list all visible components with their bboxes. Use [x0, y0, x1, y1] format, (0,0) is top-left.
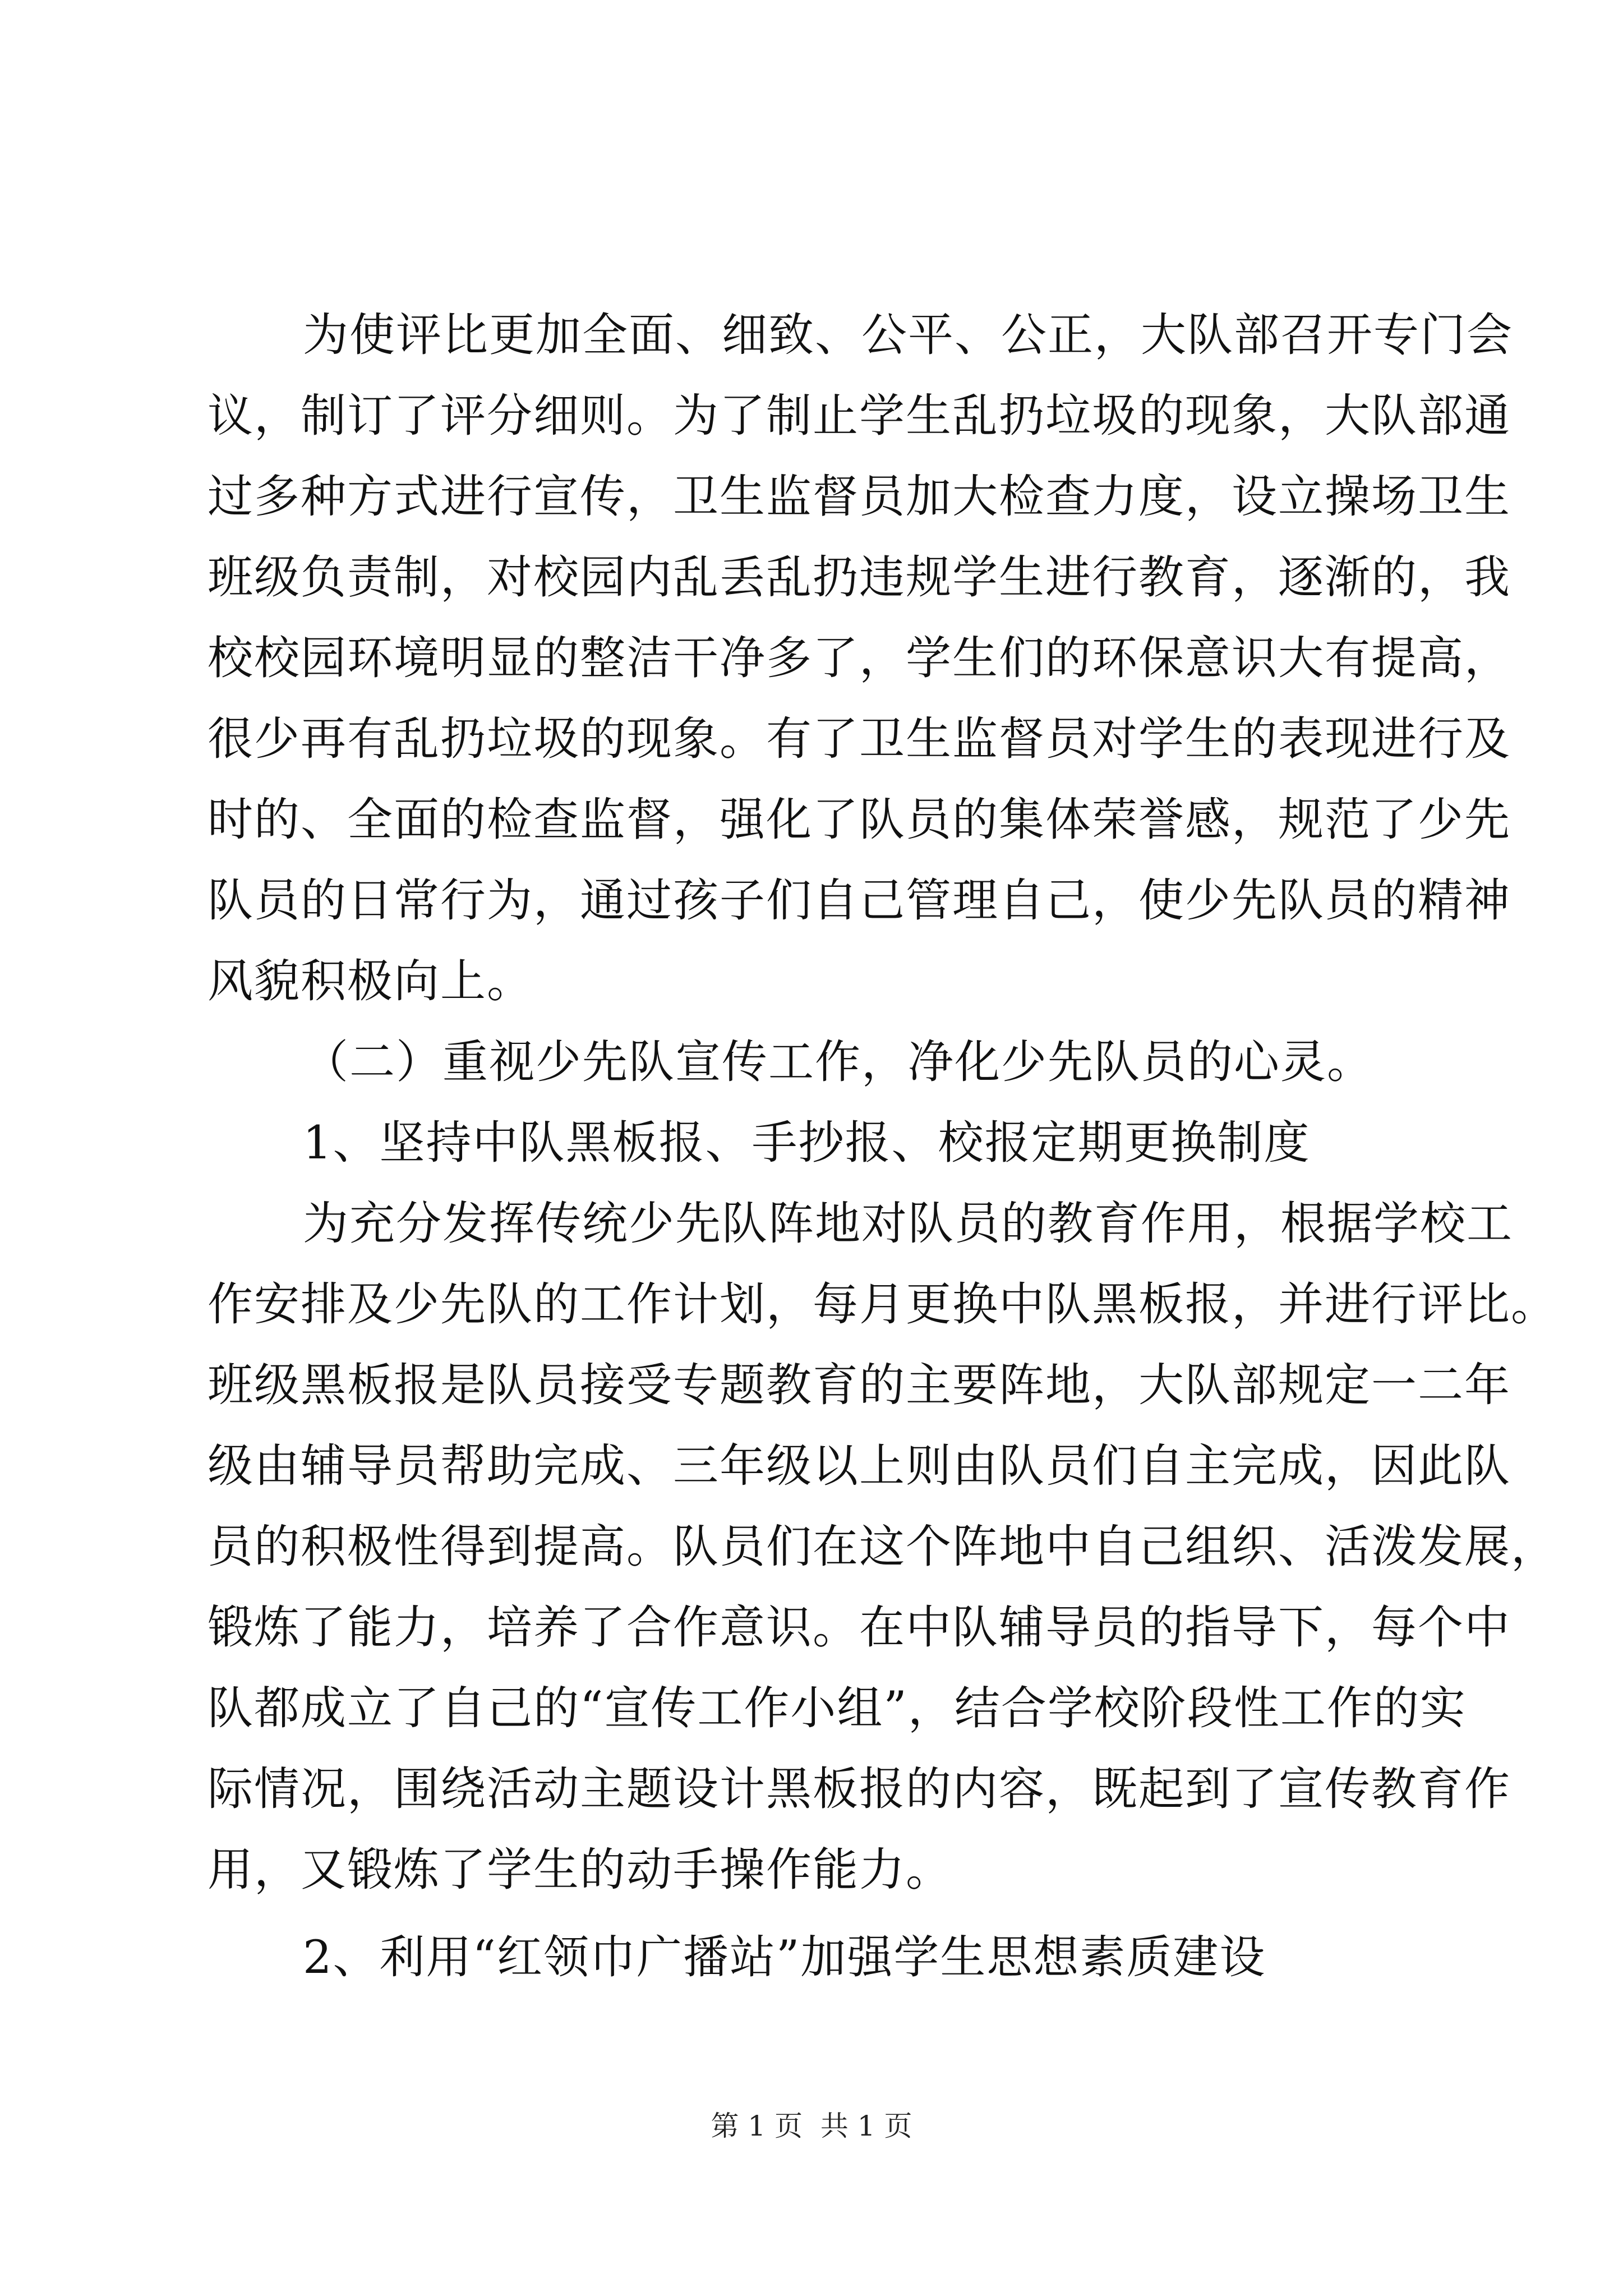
section-heading: （二）重视少先队宣传工作，净化少先队员的心灵。: [303, 1036, 1374, 1089]
paragraph-line: 班级黑板报是队员接受专题教育的主要阵地，大队部规定一二年: [208, 1359, 1511, 1412]
paragraph-line: 际情况，围绕活动主题设计黑板报的内容，既起到了宣传教育作: [208, 1763, 1511, 1816]
paragraph-line: 为充分发挥传统少先队阵地对队员的教育作用，根据学校工: [303, 1198, 1514, 1250]
paragraph-line: 级由辅导员帮助完成、三年级以上则由队员们自主完成，因此队: [208, 1440, 1511, 1493]
paragraph-line: 议，制订了评分细则。为了制止学生乱扔垃圾的现象，大队部通: [208, 390, 1511, 443]
paragraph-line: 队员的日常行为，通过孩子们自己管理自己，使少先队员的精神: [208, 875, 1511, 927]
subsection-heading: 1、坚持中队黑板报、手抄报、校报定期更换制度: [303, 1117, 1311, 1170]
paragraph-line: 时的、全面的检查监督，强化了队员的集体荣誉感，规范了少先: [208, 794, 1511, 846]
paragraph-line: 为使评比更加全面、细致、公平、公正，大队部召开专门会: [303, 309, 1514, 362]
page-footer: 第 1 页 共 1 页: [711, 2110, 912, 2142]
paragraph-line: 作安排及少先队的工作计划，每月更换中队黑板报，并进行评比。: [208, 1278, 1558, 1331]
paragraph-line: 班级负责制，对校园内乱丢乱扔违规学生进行教育，逐渐的，我: [208, 551, 1511, 604]
paragraph-line: 很少再有乱扔垃圾的现象。有了卫生监督员对学生的表现进行及: [208, 713, 1511, 766]
paragraph-line: 过多种方式进行宣传，卫生监督员加大检查力度，设立操场卫生: [208, 471, 1511, 523]
subsection-heading: 2、利用“红领巾广播站”加强学生思想素质建设: [303, 1931, 1266, 1984]
paragraph-line: 队都成立了自己的“宣传工作小组”，结合学校阶段性工作的实: [208, 1682, 1467, 1735]
paragraph-line: 校校园环境明显的整洁干净多了，学生们的环保意识大有提高，: [208, 632, 1511, 685]
paragraph-line: 员的积极性得到提高。队员们在这个阵地中自己组织、活泼发展，: [208, 1521, 1558, 1573]
paragraph-line: 风貌积极向上。: [208, 955, 534, 1008]
paragraph-line: 锻炼了能力，培养了合作意识。在中队辅导员的指导下，每个中: [208, 1602, 1511, 1654]
paragraph-line: 用，又锻炼了学生的动手操作能力。: [208, 1844, 953, 1897]
